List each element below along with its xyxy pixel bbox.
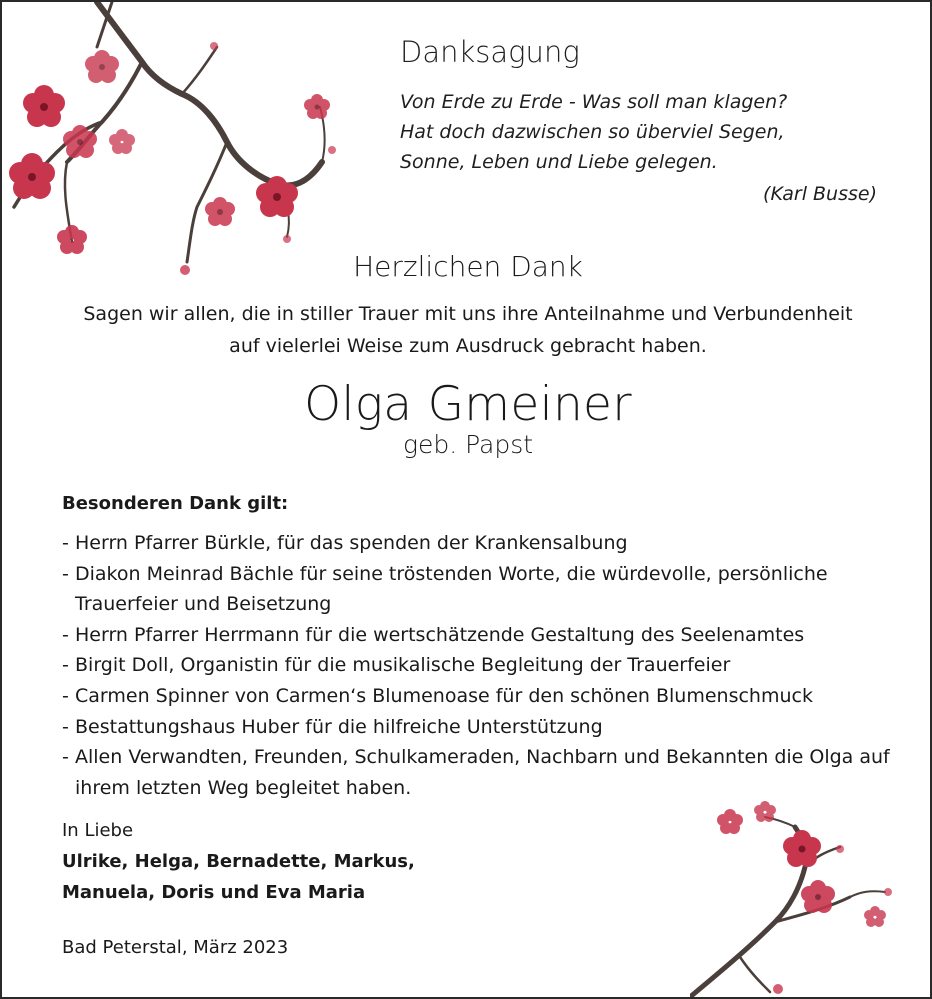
- deceased-name: Olga Gmeiner: [304, 377, 632, 432]
- family-names: Manuela, Doris und Eva Maria: [62, 882, 366, 903]
- family-names: Ulrike, Helga, Bernadette, Markus,: [62, 851, 415, 872]
- closing-love: In Liebe: [62, 820, 134, 841]
- poem-line: Hat doch dazwischen so überviel Segen,: [400, 121, 785, 143]
- list-item: - Bestattungshaus Huber für die hilfreiche Unterstützung: [62, 715, 603, 738]
- intro-line: Sagen wir allen, die in stiller Trauer mit uns ihre Anteilnahme und Verbundenheit: [83, 303, 853, 325]
- cherry-blossom-branch-bottom: [690, 797, 930, 997]
- poem-line: Sonne, Leben und Liebe gelegen.: [400, 151, 718, 173]
- list-item: - Diakon Meinrad Bächle für seine tröstenden Worte, die würdevolle, persönliche Trauerfeier und Beisetzung: [62, 562, 828, 616]
- maiden-name: geb. Papst: [402, 430, 534, 459]
- poem-line: Von Erde zu Erde - Was soll man klagen?: [400, 91, 788, 113]
- special-thanks-title: Besonderen Dank gilt:: [62, 493, 289, 514]
- place-date: Bad Peterstal, März 2023: [62, 937, 289, 958]
- intro-line: auf vielerlei Weise zum Ausdruck gebracht haben.: [229, 335, 707, 357]
- poem-author: (Karl Busse): [763, 183, 877, 205]
- list-item: - Herrn Pfarrer Herrmann für die wertschätzende Gestaltung des Seelenamtes: [62, 623, 805, 646]
- heading: Danksagung: [400, 35, 580, 69]
- list-item: - Allen Verwandten, Freunden, Schulkameraden, Nachbarn und Bekannten die Olga auf ihrem letzten Weg begleitet haben.: [62, 746, 890, 799]
- list-item: - Herrn Pfarrer Bürkle, für das spenden der Krankensalbung: [62, 532, 628, 554]
- cherry-blossom-branch-top: [2, 2, 347, 292]
- thanks-heading: Herzlichen Dank: [353, 250, 583, 283]
- special-thanks-list: [62, 528, 902, 803]
- list-item: - Birgit Doll, Organistin für die musikalische Begleitung der Trauerfeier: [62, 654, 731, 677]
- list-item: - Carmen Spinner von Carmen‘s Blumenoase für den schönen Blumenschmuck: [62, 684, 813, 707]
